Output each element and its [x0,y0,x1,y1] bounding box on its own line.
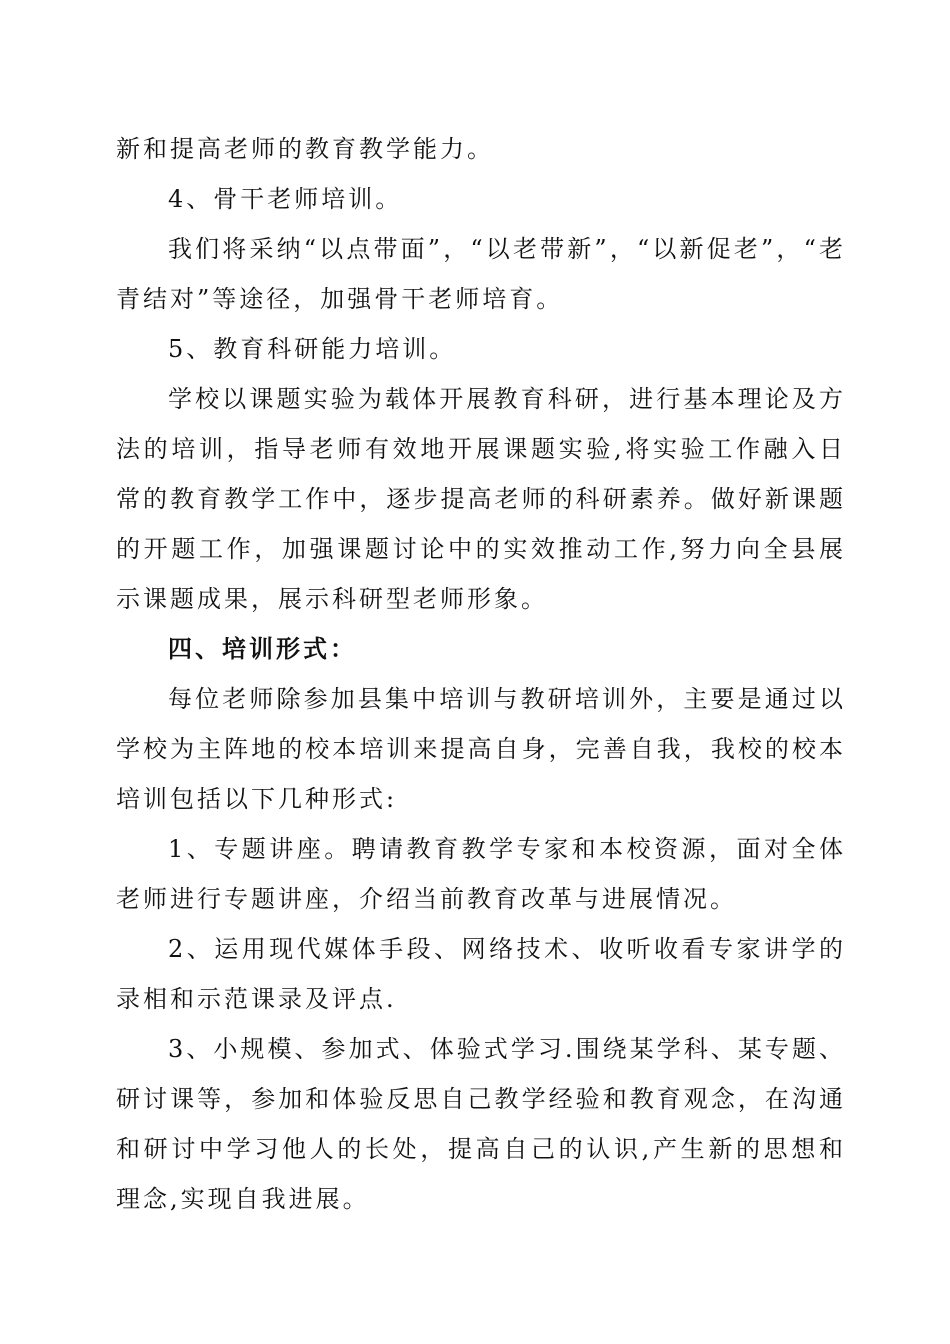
list-item-backbone-training: 4、骨干老师培训。 [168,185,403,213]
list-item-media: 2、运用现代媒体手段、网络技术、收听收看专家讲学的录相和示范课录及评点. [116,935,846,1013]
paragraph-backbone-training: 我们将采纳“以点带面”，“以老带新”，“以新促老”，“老青结对”等途径，加强骨干老师培育。 [116,235,846,313]
document-body [116,124,846,1224]
paragraph-research-training: 学校以课题实验为载体开展教育科研，进行基本理论及方法的培训，指导老师有效地开展课题实验,将实验工作融入日常的教育教学工作中，逐步提高老师的科研素养。做好新课题的开题工作，加强课题讨论中的实效推动工作,努力向全县展示课题成果，展示科研型老师形象。 [116,385,846,613]
paragraph-continuation: 新和提高老师的教育教学能力。 [116,135,494,163]
section-heading-training-forms: 四、培训形式： [168,634,357,663]
list-item-research-training: 5、教育科研能力培训。 [168,335,457,363]
list-item-small-group: 3、小规模、参加式、体验式学习.围绕某学科、某专题、研讨课等，参加和体验反思自己教学经验和教育观念，在沟通和研讨中学习他人的长处，提高自己的认识,产生新的思想和理念,实现自我进展。 [116,1035,846,1213]
list-item-lectures: 1、专题讲座。聘请教育教学专家和本校资源，面对全体老师进行专题讲座，介绍当前教育改革与进展情况。 [116,835,846,913]
paragraph-training-forms-intro: 每位老师除参加县集中培训与教研培训外，主要是通过以学校为主阵地的校本培训来提高自身，完善自我，我校的校本培训包括以下几种形式: [116,685,846,813]
